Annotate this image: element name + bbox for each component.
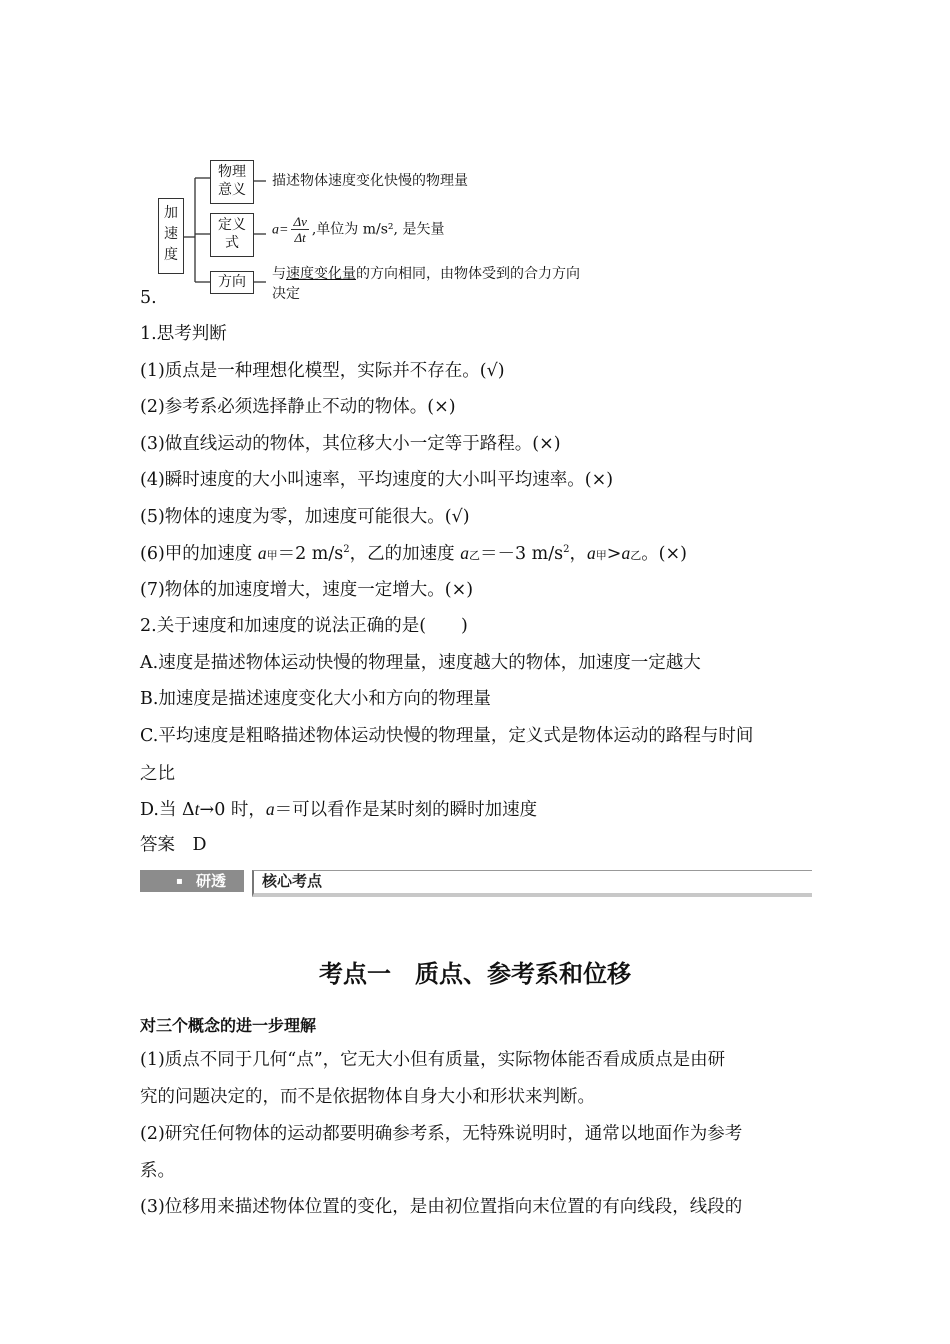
option-a: A.速度是描述物体运动快慢的物理量，速度越大的物体，加速度一定越大 xyxy=(140,653,701,673)
judgement-item: (3)做直线运动的物体，其位移大小一定等于路程。(×) xyxy=(140,434,561,454)
option-b: B.加速度是描述速度变化大小和方向的物理量 xyxy=(140,689,491,709)
answer: 答案 D xyxy=(140,835,207,855)
body-line: (2)研究任何物体的运动都要明确参考系，无特殊说明时，通常以地面作为参考 xyxy=(140,1124,743,1144)
option-c: C.平均速度是粗略描述物体运动快慢的物理量，定义式是物体运动的路程与时间 xyxy=(140,726,754,746)
bullet-icon: ▪ xyxy=(176,876,183,887)
banner-left-tab: ▪ 研透 xyxy=(140,870,244,892)
section-banner xyxy=(140,870,810,894)
branch-box-direction: 方向 xyxy=(210,271,254,294)
body-line: 系。 xyxy=(140,1161,175,1181)
judgement-item: (2)参考系必须选择静止不动的物体。(×) xyxy=(140,397,456,417)
section-subheading: 对三个概念的进一步理解 xyxy=(140,1016,317,1035)
judgement-item: (5)物体的速度为零，加速度可能很大。(√) xyxy=(140,507,470,527)
body-line: (3)位移用来描述物体位置的变化，是由初位置指向末位置的有向线段，线段的 xyxy=(140,1197,743,1217)
root-char: 加 xyxy=(164,205,178,221)
branch-text-direction: 与速度变化量的方向相同，由物体受到的合力方向 xyxy=(272,266,580,282)
branch-box-definition: 定义 式 xyxy=(210,213,254,257)
body-line: 究的问题决定的，而不是依据物体自身大小和形状来判断。 xyxy=(140,1087,595,1107)
root-char: 度 xyxy=(164,247,178,263)
judgement-item: (4)瞬时速度的大小叫速率，平均速度的大小叫平均速率。(×) xyxy=(140,470,614,490)
fraction: $\frac{\Delta v}{\Delta t}$ xyxy=(293,214,307,245)
branch-box-meaning: 物理 意义 xyxy=(210,160,254,204)
section-heading: 1.思考判断 xyxy=(140,324,227,344)
branch-text-definition: a= $\frac{\Delta v}{\Delta t}$ ,单位为 m/s², 是矢量 xyxy=(272,214,445,245)
judgement-item: (1)质点是一种理想化模型，实际并不存在。(√) xyxy=(140,361,505,381)
question-stem: 2.关于速度和加速度的说法正确的是( ) xyxy=(140,616,468,636)
body-line: (1)质点不同于几何“点”，它无大小但有质量，实际物体能否看成质点是由研 xyxy=(140,1050,726,1070)
section-title: 考点一 质点、参考系和位移 xyxy=(319,960,631,988)
banner-right-title: 核心考点 xyxy=(252,870,812,897)
branch-text-direction-line2: 决定 xyxy=(272,286,300,302)
root-char: 速 xyxy=(164,226,178,242)
option-d: D.当 Δt→0 时，a＝可以看作是某时刻的瞬时加速度 xyxy=(140,799,538,820)
judgement-item-6: (6)甲的加速度 a甲＝2 $m/s^2$，乙的加速度 a乙＝－3 $m/s^2$，a甲>a乙。(×) xyxy=(140,543,688,564)
option-c-cont: 之比 xyxy=(140,764,175,784)
judgement-item: (7)物体的加速度增大，速度一定增大。(×) xyxy=(140,580,474,600)
root-box-acceleration xyxy=(158,198,184,274)
branch-text-meaning: 描述物体速度变化快慢的物理量 xyxy=(272,173,468,189)
item-number: 5. xyxy=(140,288,157,308)
